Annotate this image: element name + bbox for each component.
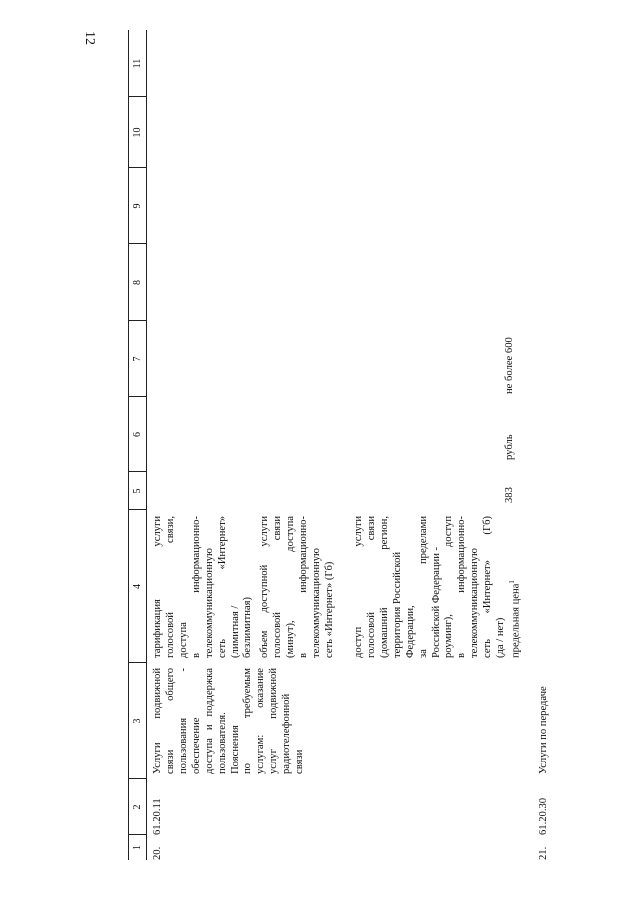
char-line: голосовой связи, bbox=[164, 516, 176, 658]
char-line: объем доступной услуги bbox=[259, 516, 270, 658]
name-line: доступа и поддержка bbox=[203, 668, 215, 774]
name-line: пользователя. bbox=[216, 712, 228, 774]
char-line: предельная цена bbox=[510, 583, 522, 658]
row-21-number: 21. bbox=[538, 846, 549, 860]
header-col-9: 9 bbox=[129, 167, 146, 244]
header-col-7: 7 bbox=[129, 320, 146, 397]
name-line: Услуги подвижной bbox=[152, 668, 163, 774]
char-line: телекоммуникационную bbox=[310, 548, 322, 658]
char-line: в информационно- bbox=[190, 516, 202, 658]
char-line: (домашний регион, bbox=[378, 516, 390, 658]
char-line: за пределами bbox=[417, 516, 429, 658]
char-line: тарификация услуги bbox=[152, 516, 163, 658]
name-line: пользования - bbox=[177, 668, 189, 774]
header-col-4: 4 bbox=[129, 509, 146, 663]
header-col-2: 2 bbox=[129, 778, 146, 835]
header-col-11: 11 bbox=[132, 58, 143, 69]
char-line: в информационно- bbox=[456, 516, 468, 658]
row-20-number: 20. bbox=[152, 846, 163, 860]
characteristic-volume bbox=[259, 516, 337, 658]
row-20-code: 61.20.11 bbox=[152, 798, 163, 835]
name-line: обеспечение bbox=[190, 717, 202, 774]
price-value: не более 600 bbox=[504, 337, 515, 394]
name-line: связи bbox=[294, 749, 306, 774]
header-col-8: 8 bbox=[129, 243, 146, 321]
char-line: голосовой связи bbox=[271, 516, 283, 658]
table-header-row bbox=[128, 30, 147, 860]
row-21-code: 61.20.30 bbox=[538, 797, 549, 835]
char-line: (да / нет) bbox=[495, 617, 507, 658]
characteristic-access bbox=[353, 516, 508, 658]
unit-name: рубль bbox=[504, 434, 515, 460]
char-line: телекоммуникационную bbox=[203, 548, 215, 658]
row-20-service-name bbox=[152, 668, 307, 774]
characteristic-price-limit bbox=[508, 516, 523, 658]
name-line: Пояснения bbox=[229, 725, 241, 774]
char-line: телекоммуникационную bbox=[469, 548, 481, 658]
name-line: по требуемым bbox=[242, 668, 254, 774]
header-col-1: 1 bbox=[129, 834, 146, 860]
characteristic-tarification bbox=[152, 516, 255, 658]
char-line: голосовой связи bbox=[365, 516, 377, 658]
char-line: доступа bbox=[177, 622, 189, 658]
char-line: безлимитная) bbox=[242, 597, 254, 658]
name-line: связи общего bbox=[164, 668, 176, 774]
name-line: услуг подвижной bbox=[268, 668, 280, 774]
char-line: Российской Федерации - bbox=[430, 546, 442, 658]
name-line: радиотелефонной bbox=[281, 693, 293, 774]
char-line: (лимитная / bbox=[229, 605, 241, 658]
char-line: сеть «Интернет» (Гб) bbox=[482, 516, 494, 658]
char-line: Федерации, bbox=[404, 605, 416, 658]
rotated-table bbox=[128, 30, 549, 860]
name-line: услугам: оказание bbox=[255, 668, 267, 774]
char-line: территория Российской bbox=[391, 551, 403, 658]
row-21-service-name bbox=[538, 654, 551, 774]
header-col-5: 5 bbox=[129, 471, 146, 510]
header-col-10: 10 bbox=[129, 96, 146, 168]
footnote-marker: 1 bbox=[508, 580, 516, 584]
name-line: Услуги по передаче bbox=[538, 686, 549, 774]
char-line: сеть «Интернет» (Гб) bbox=[323, 561, 335, 658]
page-number: 12 bbox=[82, 31, 97, 45]
header-col-3: 3 bbox=[129, 662, 146, 779]
char-line: роуминг), доступ bbox=[443, 516, 455, 658]
char-line: доступ услуги bbox=[353, 516, 364, 658]
okei-code: 383 bbox=[504, 487, 515, 503]
char-line: (минут), доступа bbox=[284, 516, 296, 658]
header-col-6: 6 bbox=[129, 396, 146, 472]
char-line: сеть «Интернет» bbox=[216, 516, 228, 658]
char-line: в информационно- bbox=[297, 516, 309, 658]
